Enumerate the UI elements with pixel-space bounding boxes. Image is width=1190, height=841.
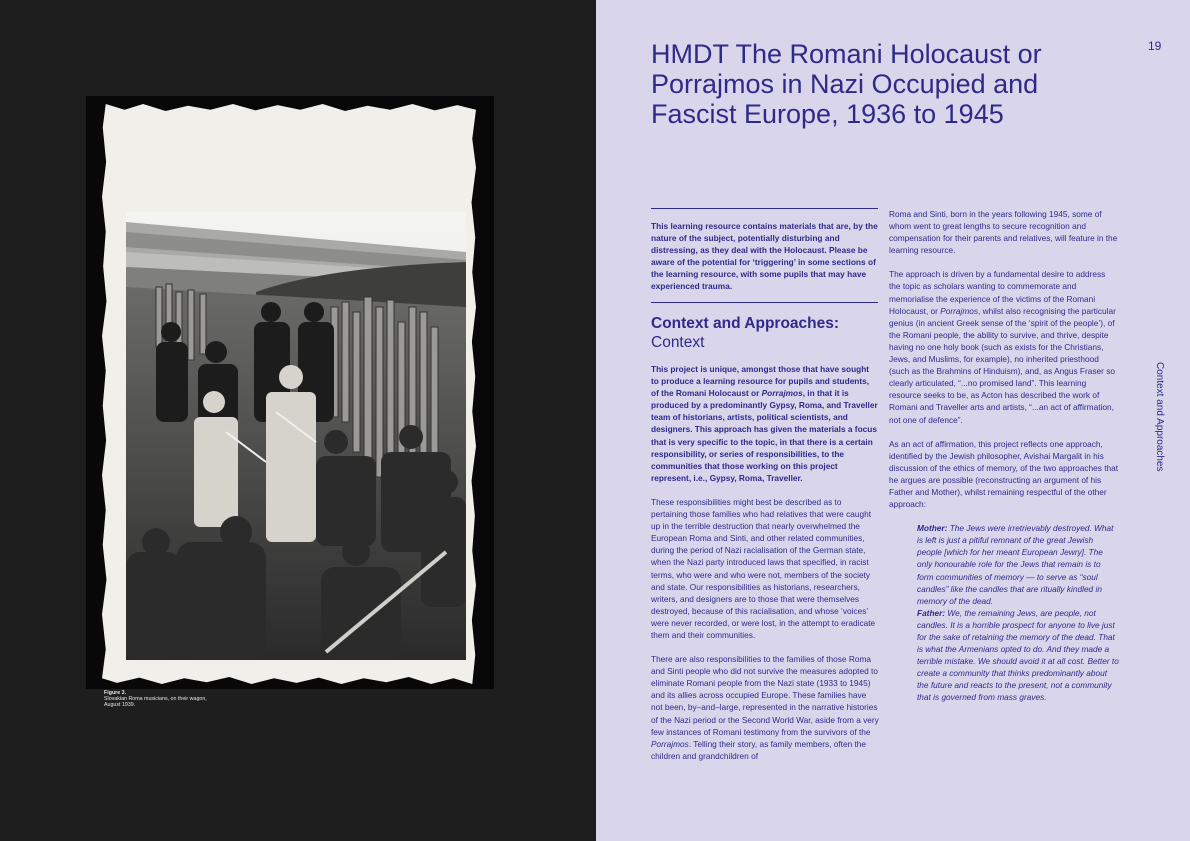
intro-paragraph: This project is unique, amongst those that have sought to produce a learning resource for pupils and students, of the Romani Holocaust or Porrajmos, in that it is produced by a predominantly Gypsy, Roma, and Traveller team of historians, artists, political scientists, and designers. This approach has given the materials a focus that is very specific to the topic, in that there is a certain responsibility, or series of responsibilities, to the communities that those working on this project represent, i.e., Gypsy, Roma, Traveller. bbox=[651, 364, 878, 483]
affirmation-paragraph: As an act of affirmation, this project reflects one approach, identified by the Jewish philosopher, Avishai Margalit in his discussion of the ethics of memory, of the two approaches that he argues are possible (reconstructing an argument of his Father and Mother), whilst remaining respectful of the other approach: bbox=[889, 438, 1119, 510]
families-paragraph: There are also responsibilities to the families of those Roma and Sinti people who did not survive the measures adopted to eliminate Romani people from the Nazi state (1933 to 1945) and its allies across occupied Europe. These families have not been, by–and–large, represented in the narrative histories of the Nazi period or the Second World War, aside from a very few instances of Romani testimony from the survivors of the Porrajmos. Telling their story, as family members, often the children and grandchildren of bbox=[651, 654, 879, 761]
quote-mother: Mother: The Jews were irretrievably destroyed. What is left is just a pitiful remnant of the great Jewish people [which for her meant European Jewry]. The only honourable role for the Jews that remain is to form communities of memory — to serve as “soul candles” like the candles that are ritually kindled in memory of the dead. bbox=[917, 523, 1114, 606]
page-number: 19 bbox=[1148, 39, 1162, 53]
photo-illustration bbox=[126, 212, 466, 660]
section-heading: Context and Approaches: bbox=[651, 315, 840, 332]
divider-bottom bbox=[651, 302, 878, 303]
body-column-left bbox=[651, 363, 879, 774]
historical-photo bbox=[126, 212, 466, 660]
section-subheading: Context bbox=[651, 334, 705, 351]
figure-caption-line-2: August 1939. bbox=[104, 702, 136, 709]
body-column-right bbox=[889, 208, 1119, 704]
right-page bbox=[596, 0, 1190, 841]
side-section-label: Context and Approaches bbox=[1154, 362, 1165, 472]
page-title: HMDT The Romani Holocaust or Porrajmos in Nazi Occupied and Fascist Europe, 1936 to 1945 bbox=[651, 39, 1042, 129]
figure-caption bbox=[104, 690, 284, 709]
figure-label: Figure 3. bbox=[104, 690, 127, 696]
content-warning: This learning resource contains materials that are, by the nature of the subject, potentially disturbing and distressing, as they deal with the Holocaust. Please be aware of the potential for ‘triggering’ in some sections of the learning resource, with some pupils that may have experienced trauma. bbox=[651, 221, 878, 291]
responsibilities-paragraph: These responsibilities might best be described as to pertaining those families who had relatives that were caught up in the terrible destruction that nearly overwhelmed the European Roma and Sinti, and other related communities, during the period of Nazi racialisation of the German state, when the Nazi party introduced laws that specified, in racist terms, who were and who were not, members of the society and state. Our responsibilities as historians, researchers, writers, and designers are to those that were themselves destroyed, because of this racialisation, and whose ‘voices’ were never recorded, or were lost, in the attempt to eradicate them and their communities. bbox=[651, 496, 876, 640]
divider-top bbox=[651, 208, 878, 209]
figure-caption-line-1: Slovakian Roma musicians, on their wagon, bbox=[104, 696, 207, 703]
continuation-paragraph: Roma and Sinti, born in the years following 1945, some of whom went to great lengths to secure recognition and compensation for their parents and relatives, will feature in the learning resource. bbox=[889, 209, 1118, 256]
approach-paragraph: The approach is driven by a fundamental desire to address the topic as scholars wanting to commemorate and memorialise the experience of the victims of the Romani Holocaust, or Porrajmos, whilst also recognising the particular genius (in ancient Greek sense of the ‘spirit of the people’), of the Romani people, the ability to survive, and thrive, despite having no one holy book (such as exists for the Christians, Jews, and Muslims, for example), no inherited priesthood (such as the Brahmins of Hinduism), and, as Angus Fraser so clearly articulated, “...no promised land”. This learning resource seeks to be, as Acton has described the work of Romani and Traveller arts and artists, “...an act of affirmation, not one of defence”. bbox=[889, 269, 1116, 425]
quote-father: Father: We, the remaining Jews, are people, not candles. It is a horrible prospect for anyone to live just for the sake of retaining the memory of the dead. That is what the Armenians opted to do. And they made a terrible mistake. We should avoid it at all cost. Better to create a community that thinks predominantly about the future and reacts to the present, not a community that is governed from mass graves. bbox=[917, 607, 1119, 703]
margalit-quote bbox=[917, 522, 1119, 703]
